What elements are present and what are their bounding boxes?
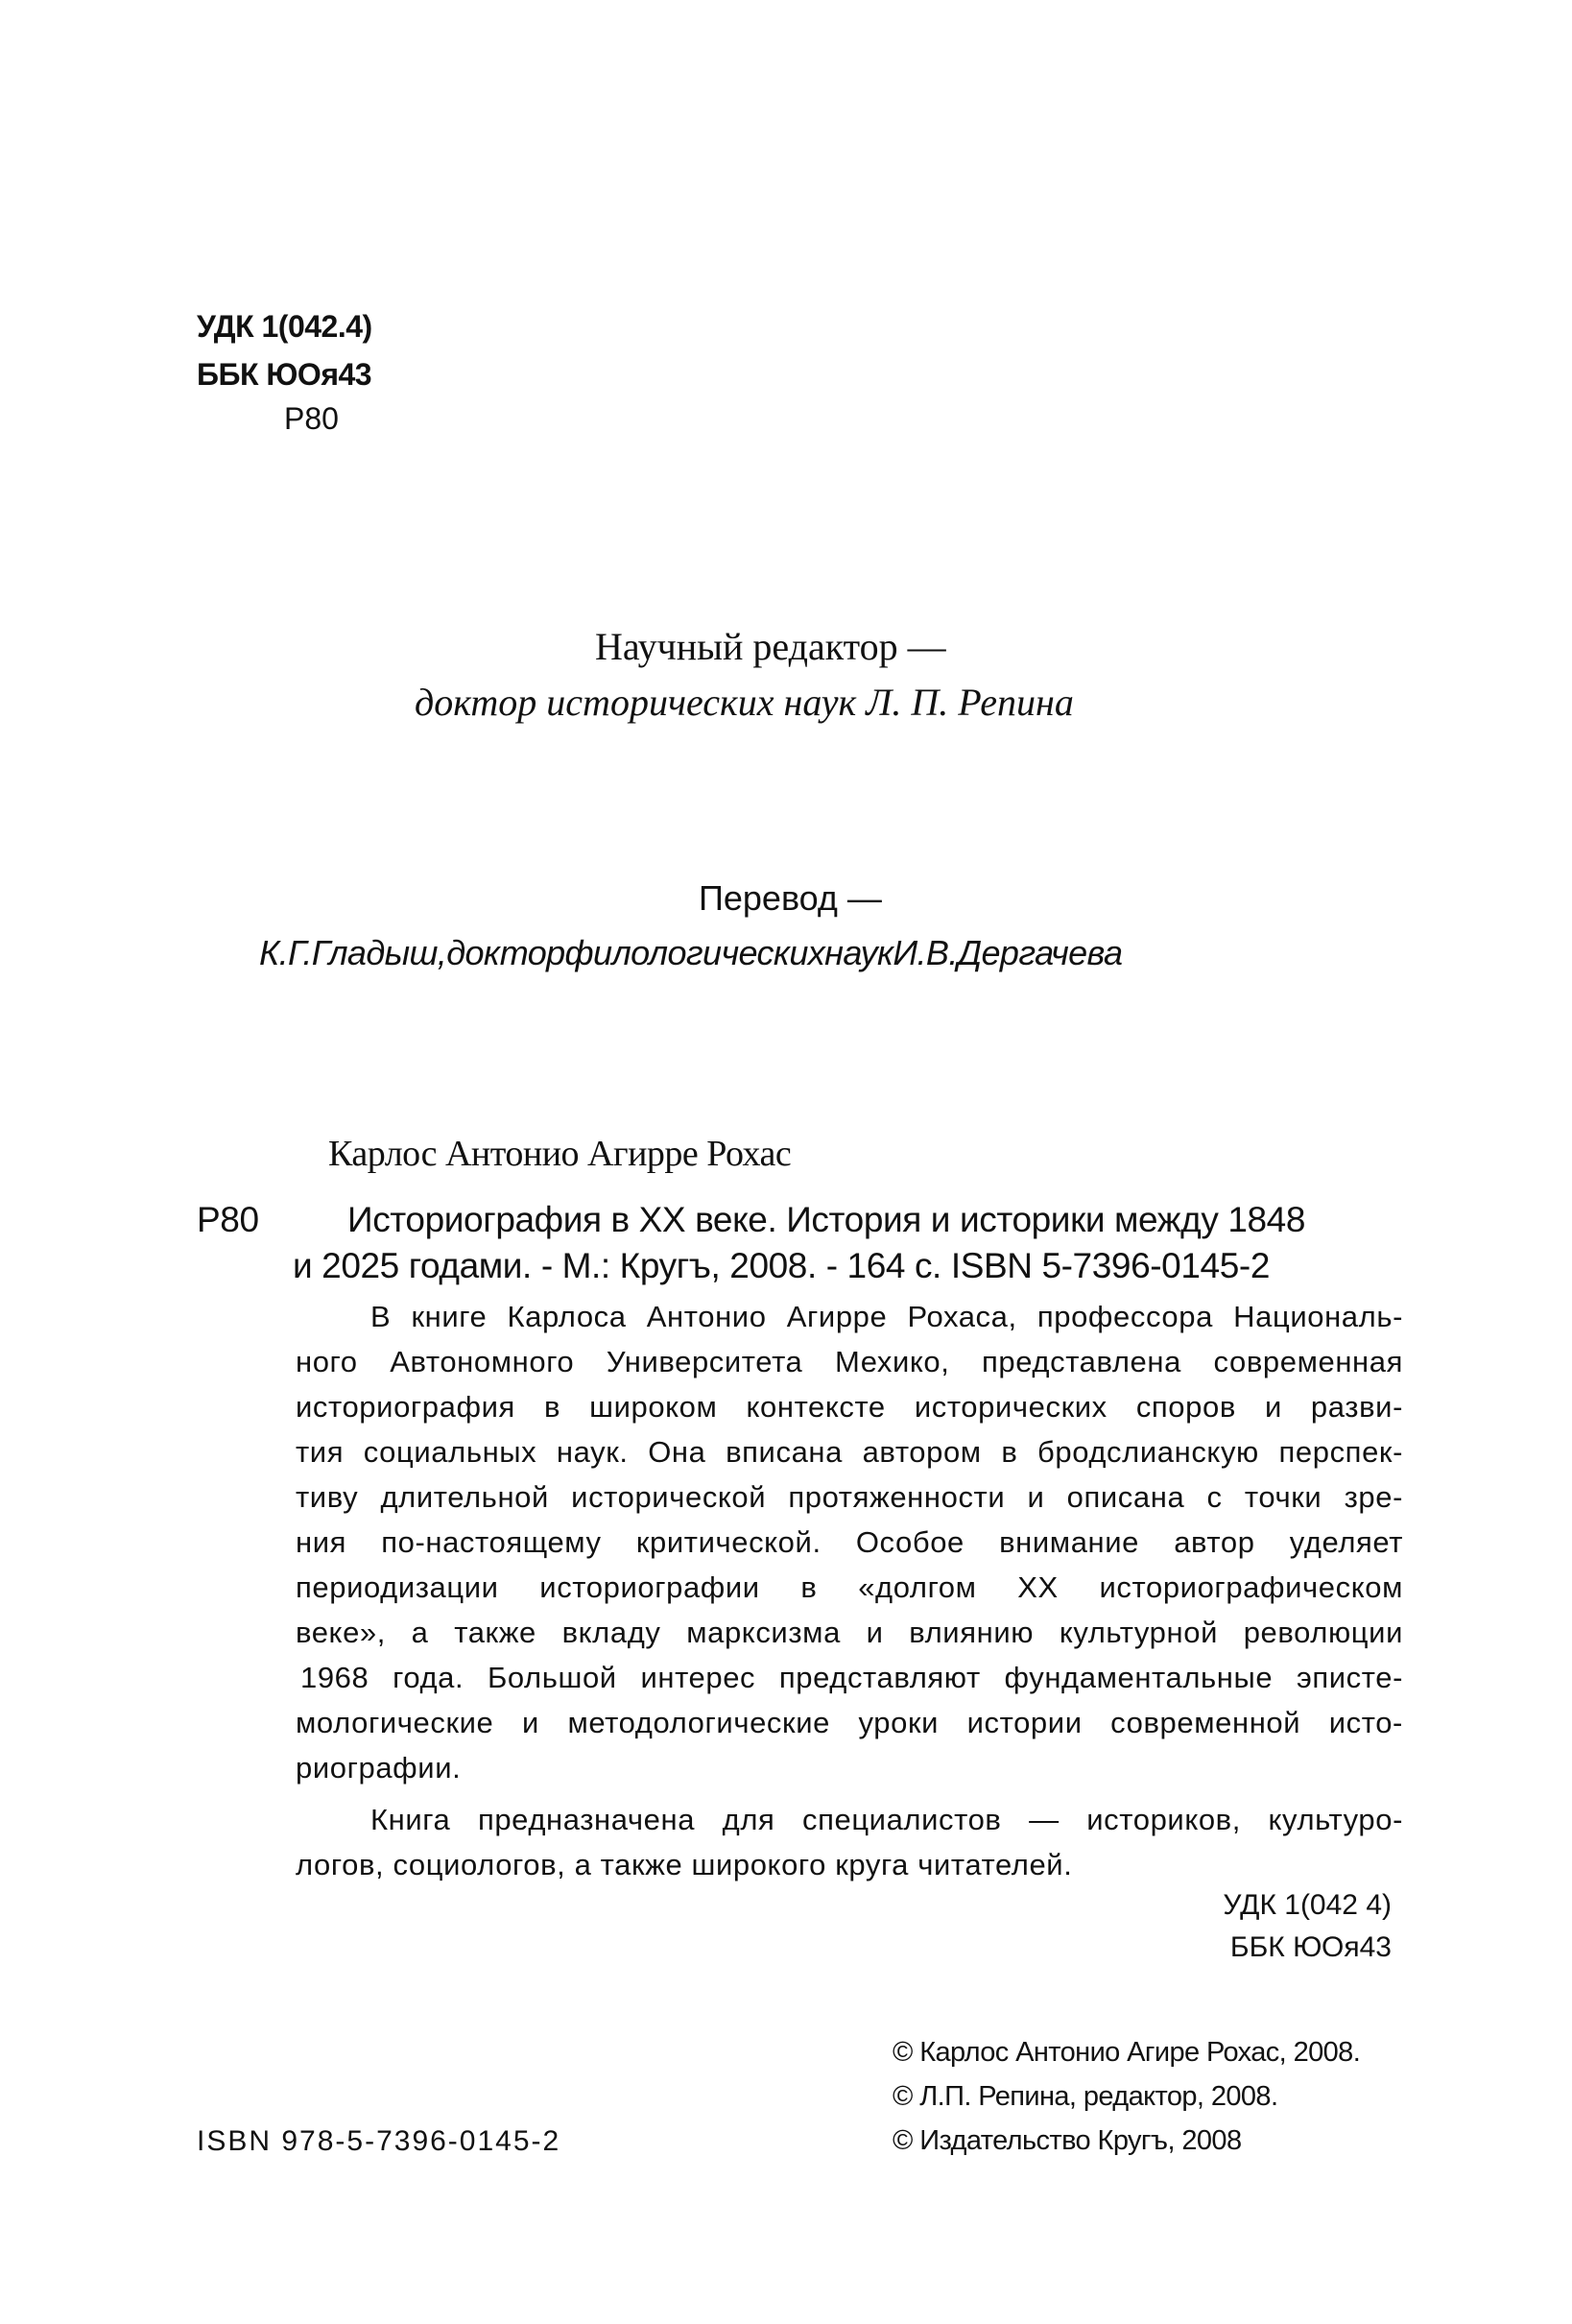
isbn-number: ISBN 978-5-7396-0145-2 bbox=[197, 2125, 561, 2157]
annotation-line: мологические и методологические уроки истории современной исто- bbox=[296, 1706, 1403, 1739]
translation-label: Перевод — bbox=[699, 878, 882, 918]
bib-code: Р80 bbox=[197, 1200, 259, 1239]
annotation-line: риографии. bbox=[296, 1751, 462, 1785]
annotation-line: 1968 года. Большой интерес представляют фундаментальные эписте- bbox=[300, 1661, 1403, 1694]
bib-title-line1: Историография в XX веке. История и историки между 1848 bbox=[347, 1200, 1306, 1239]
annotation-line: историография в широком контексте исторических споров и разви- bbox=[296, 1390, 1403, 1424]
annotation-line: ного Автономного Университета Мехико, представлена современная bbox=[296, 1345, 1403, 1378]
bbk-code: ББК ЮОя43 bbox=[197, 357, 372, 392]
author-sign-code: Р80 bbox=[284, 401, 339, 436]
editor-label: Научный редактор — bbox=[595, 625, 946, 668]
editor-name: доктор исторических наук Л. П. Репина bbox=[415, 681, 1074, 724]
bbk-code-right: ББК ЮОя43 bbox=[1229, 1931, 1392, 1963]
annotation-line: ния по-настоящему критической. Особое внимание автор уделяет bbox=[296, 1525, 1403, 1559]
audience-line: логов, социологов, а также широкого круга читателей. bbox=[296, 1848, 1073, 1881]
udk-code-right: УДК 1(042 4) bbox=[1223, 1889, 1392, 1921]
audience-line: Книга предназначена для специалистов — историков, культуро- bbox=[370, 1803, 1403, 1836]
copyright-publisher: © Издательство Кругъ, 2008 bbox=[893, 2125, 1242, 2156]
bib-title-line2: и 2025 годами. - М.: Кругъ, 2008. - 164 с. ISBN 5-7396-0145-2 bbox=[293, 1246, 1270, 1285]
annotation-line: В книге Карлоса Антонио Агирре Рохаса, профессора Националь- bbox=[370, 1300, 1403, 1333]
annotation-line: веке», а также вкладу марксизма и влиянию культурной революции bbox=[296, 1616, 1403, 1649]
annotation-line: тиву длительной исторической протяженности и описана с точки зре- bbox=[296, 1480, 1403, 1514]
translation-names: К.Г.Гладыш,докторфилологическихнаукИ.В.Дергачева bbox=[259, 933, 1123, 972]
author-name: Карлос Антонио Агирре Рохас bbox=[328, 1134, 792, 1174]
udk-code: УДК 1(042.4) bbox=[197, 309, 372, 344]
copyright-author: © Карлос Антонио Агире Рохас, 2008. bbox=[893, 2037, 1361, 2068]
annotation-line: тия социальных наук. Она вписана автором в бродслианскую перспек- bbox=[296, 1435, 1403, 1469]
annotation-line: периодизации историографии в «долгом XX историографическом bbox=[296, 1570, 1403, 1604]
copyright-editor: © Л.П. Репина, редактор, 2008. bbox=[893, 2081, 1278, 2112]
